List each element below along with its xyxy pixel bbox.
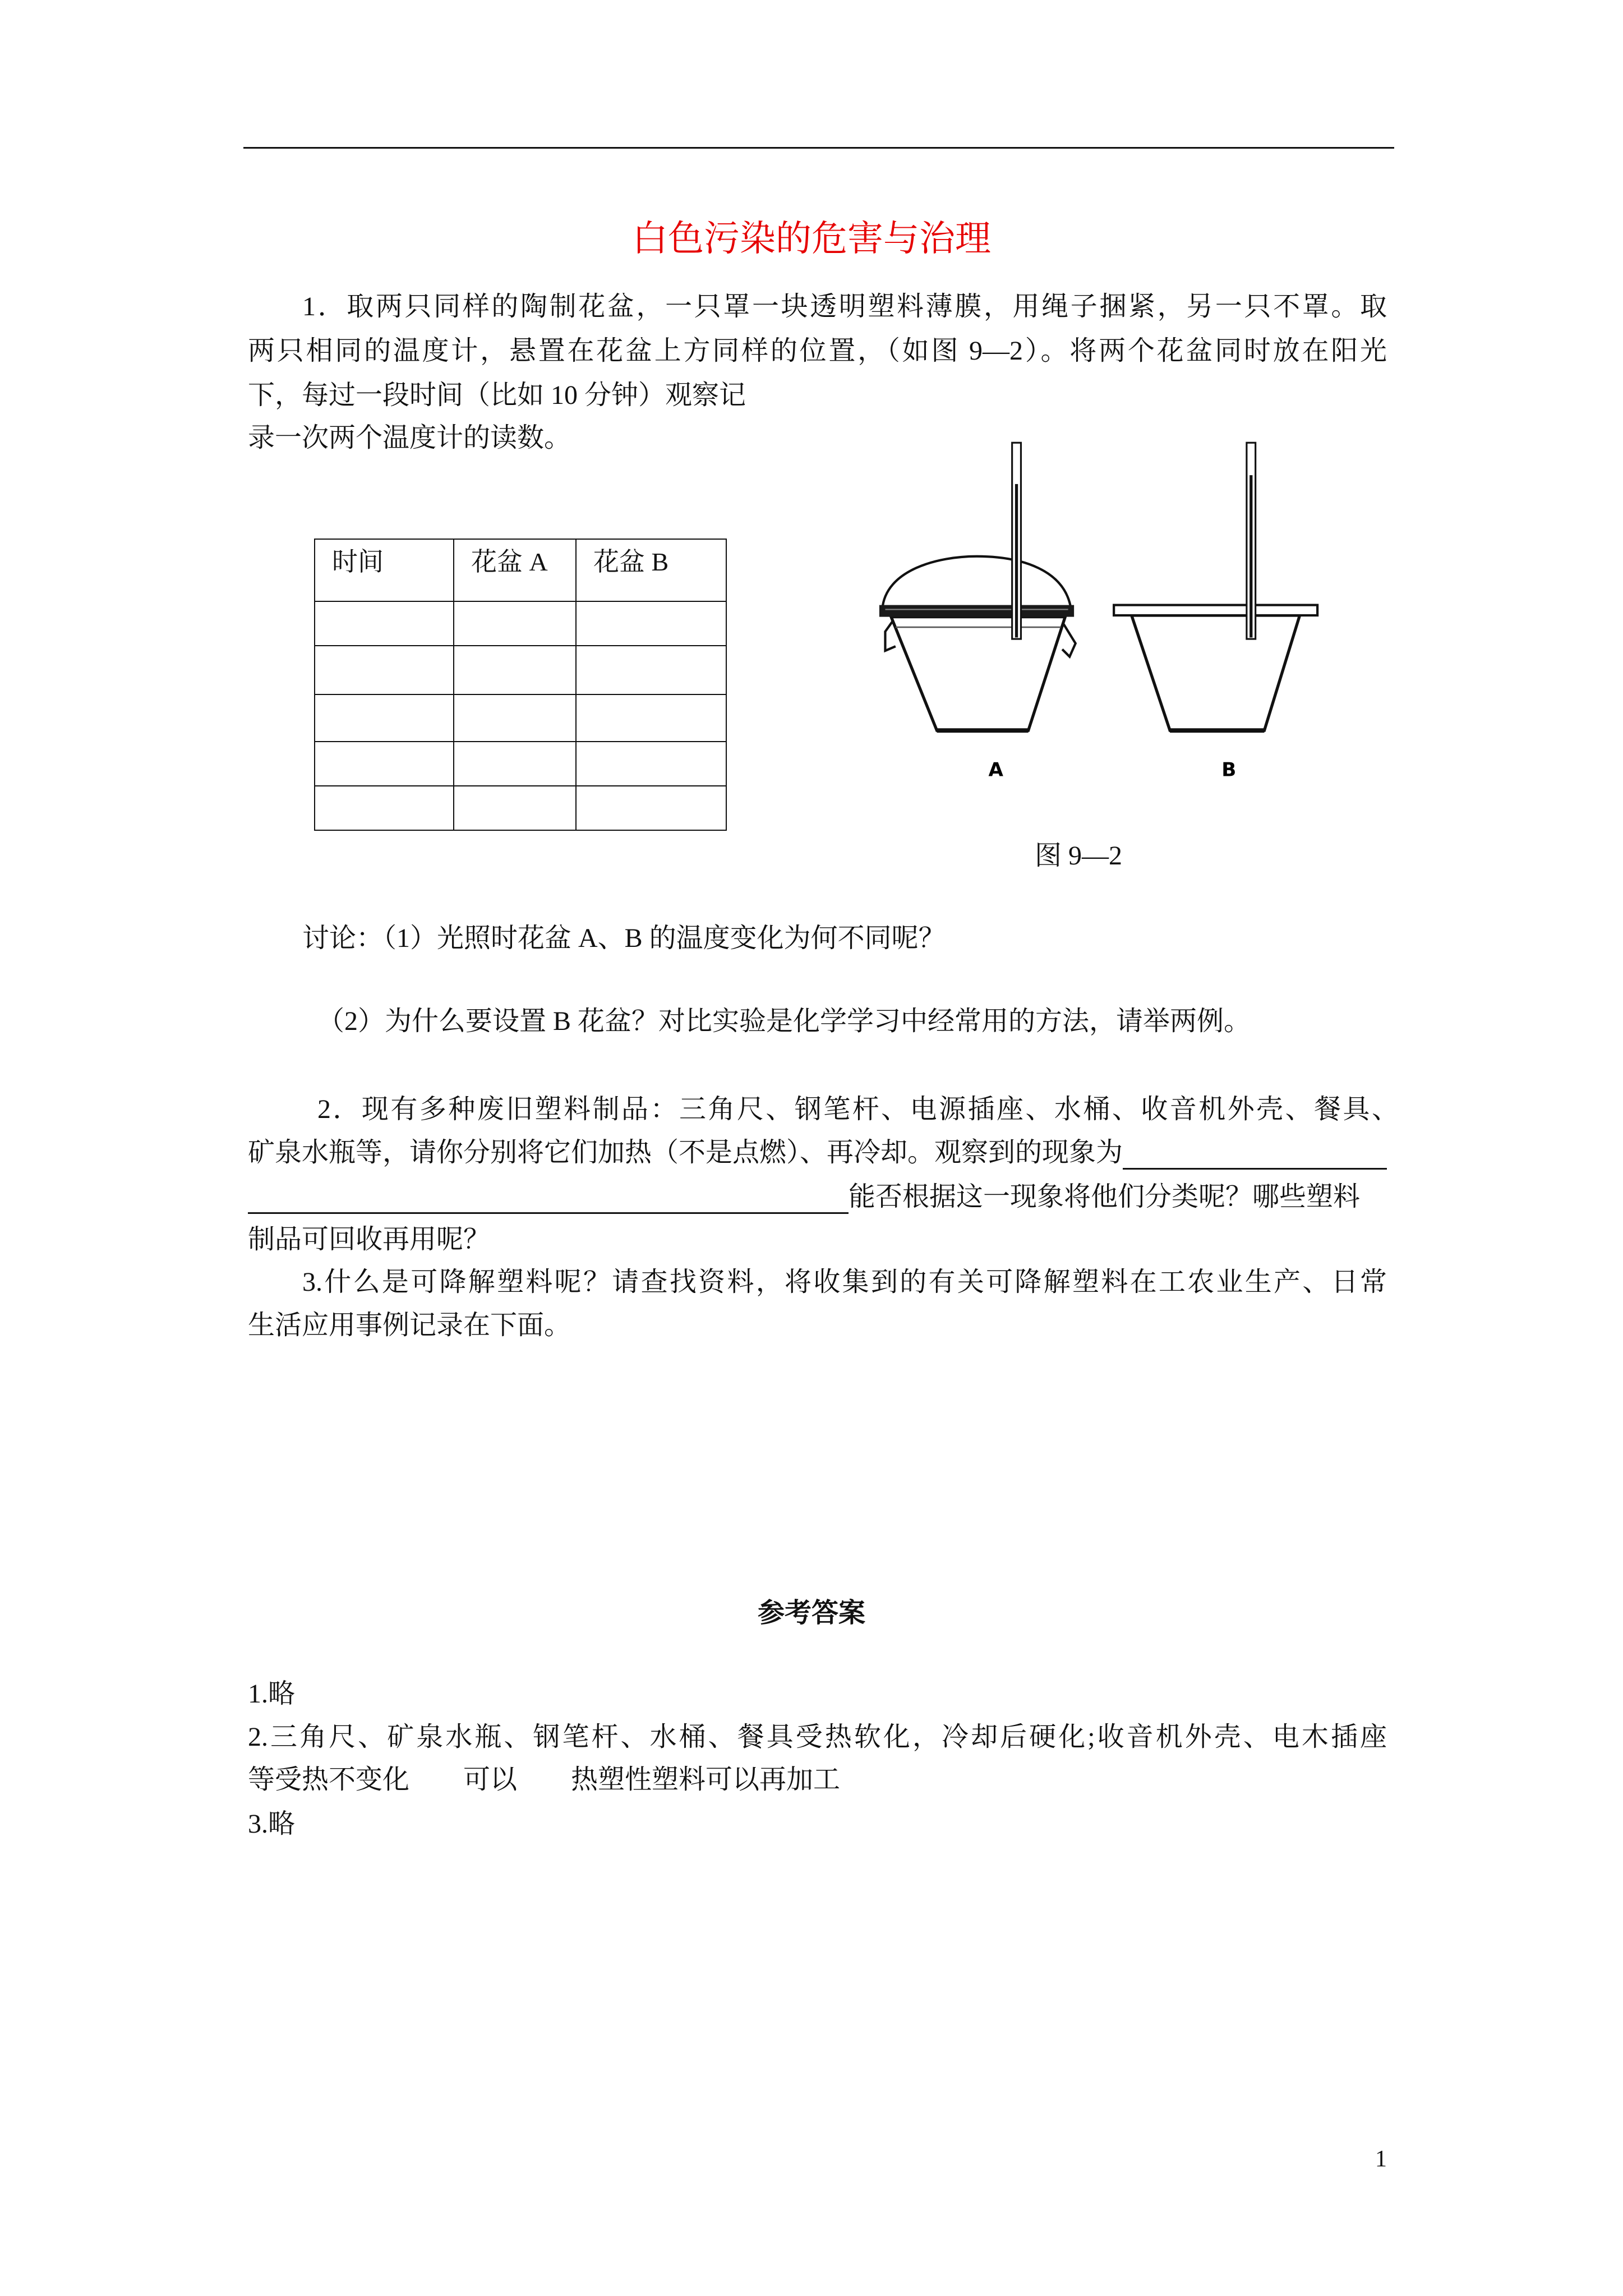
question1-line-4: 录一次两个温度计的读数。	[248, 423, 571, 453]
table-header-pot-a: 花盆 A	[454, 539, 576, 601]
table-header-time: 时间	[315, 539, 454, 601]
table-cell	[315, 646, 454, 694]
table-cell	[454, 786, 576, 830]
table-header-pot-b: 花盆 B	[576, 539, 726, 601]
table-cell	[315, 601, 454, 646]
pot-b	[1114, 443, 1317, 781]
question2-line-3	[248, 1180, 1399, 1214]
table-cell	[576, 646, 726, 694]
table-header-row	[315, 539, 726, 601]
question3-line-2: 生活应用事例记录在下面。	[248, 1310, 571, 1340]
discussion-line-2: （2）为什么要设置 B 花盆？对比实验是化学学习中经常用的方法，请举两例。	[317, 1006, 1251, 1036]
pot-b-label: B	[1221, 758, 1237, 781]
page-number: 1	[1375, 2146, 1387, 2172]
plastic-film-dome	[882, 556, 1071, 610]
table-cell	[315, 694, 454, 742]
answer-blank-1	[1123, 1140, 1387, 1170]
table-cell	[454, 646, 576, 694]
table-cell	[454, 601, 576, 646]
rope-knot-right	[1062, 624, 1076, 657]
question2-line-4: 制品可回收再用呢？	[248, 1225, 491, 1254]
header-rule	[243, 147, 1394, 149]
answer-blank-2	[248, 1184, 849, 1214]
temperature-table	[314, 539, 727, 831]
table-row	[315, 601, 726, 646]
answers-heading: 参考答案	[757, 1598, 865, 1628]
pot-b-body	[1132, 615, 1300, 730]
question1-line-1: 1．取两只同样的陶制花盆，一只罩一块透明塑料薄膜，用绳子捆紧，另一只不罩。取	[302, 292, 1387, 321]
table-row	[315, 742, 726, 786]
question2-line-1: 2．现有多种废旧塑料制品：三角尺、钢笔杆、电源插座、水桶、收音机外壳、餐具、	[317, 1094, 1399, 1124]
question1-line-2: 两只相同的温度计，悬置在花盆上方同样的位置，（如图 9—2）。将两个花盆同时放在阳光	[248, 336, 1387, 366]
table-cell	[576, 694, 726, 742]
table-cell	[454, 742, 576, 786]
question2-line-2	[248, 1136, 1387, 1170]
answer-line-1: 1.略	[248, 1679, 296, 1709]
table-cell	[576, 742, 726, 786]
pot-a-label: A	[988, 758, 1003, 781]
page-title: 白色污染的危害与治理	[632, 219, 991, 259]
question3-line-1: 3.什么是可降解塑料呢？请查找资料，将收集到的有关可降解塑料在工农业生产、日常	[302, 1267, 1387, 1297]
table-cell	[576, 601, 726, 646]
table-cell	[315, 786, 454, 830]
question2-line-3-text: 能否根据这一现象将他们分类呢？哪些塑料	[849, 1182, 1361, 1212]
answer-line-3: 等受热不变化 可以 热塑性塑料可以再加工	[248, 1765, 841, 1795]
figure-caption: 图 9—2	[1035, 841, 1123, 871]
pot-b-rim	[1114, 605, 1317, 615]
pot-a	[879, 443, 1076, 781]
table-row	[315, 786, 726, 830]
answer-line-2: 2.三角尺、矿泉水瓶、钢笔杆、水桶、餐具受热软化，冷却后硬化;收音机外壳、电木插座	[248, 1722, 1387, 1752]
pot-a-rim	[879, 605, 1074, 617]
table-row	[315, 694, 726, 742]
question2-line-2-text: 矿泉水瓶等，请你分别将它们加热（不是点燃）、再冷却。观察到的现象为	[248, 1138, 1123, 1167]
pot-a-body	[891, 617, 1065, 731]
flower-pots-figure	[863, 435, 1350, 807]
table-cell	[315, 742, 454, 786]
table-row	[315, 646, 726, 694]
table-cell	[454, 694, 576, 742]
discussion-line-1: 讨论：（1）光照时花盆 A、B 的温度变化为何不同呢？	[302, 923, 946, 953]
table-cell	[576, 786, 726, 830]
question1-line-3: 下，每过一段时间（比如 10 分钟）观察记	[248, 380, 746, 410]
answer-line-4: 3.略	[248, 1809, 296, 1839]
